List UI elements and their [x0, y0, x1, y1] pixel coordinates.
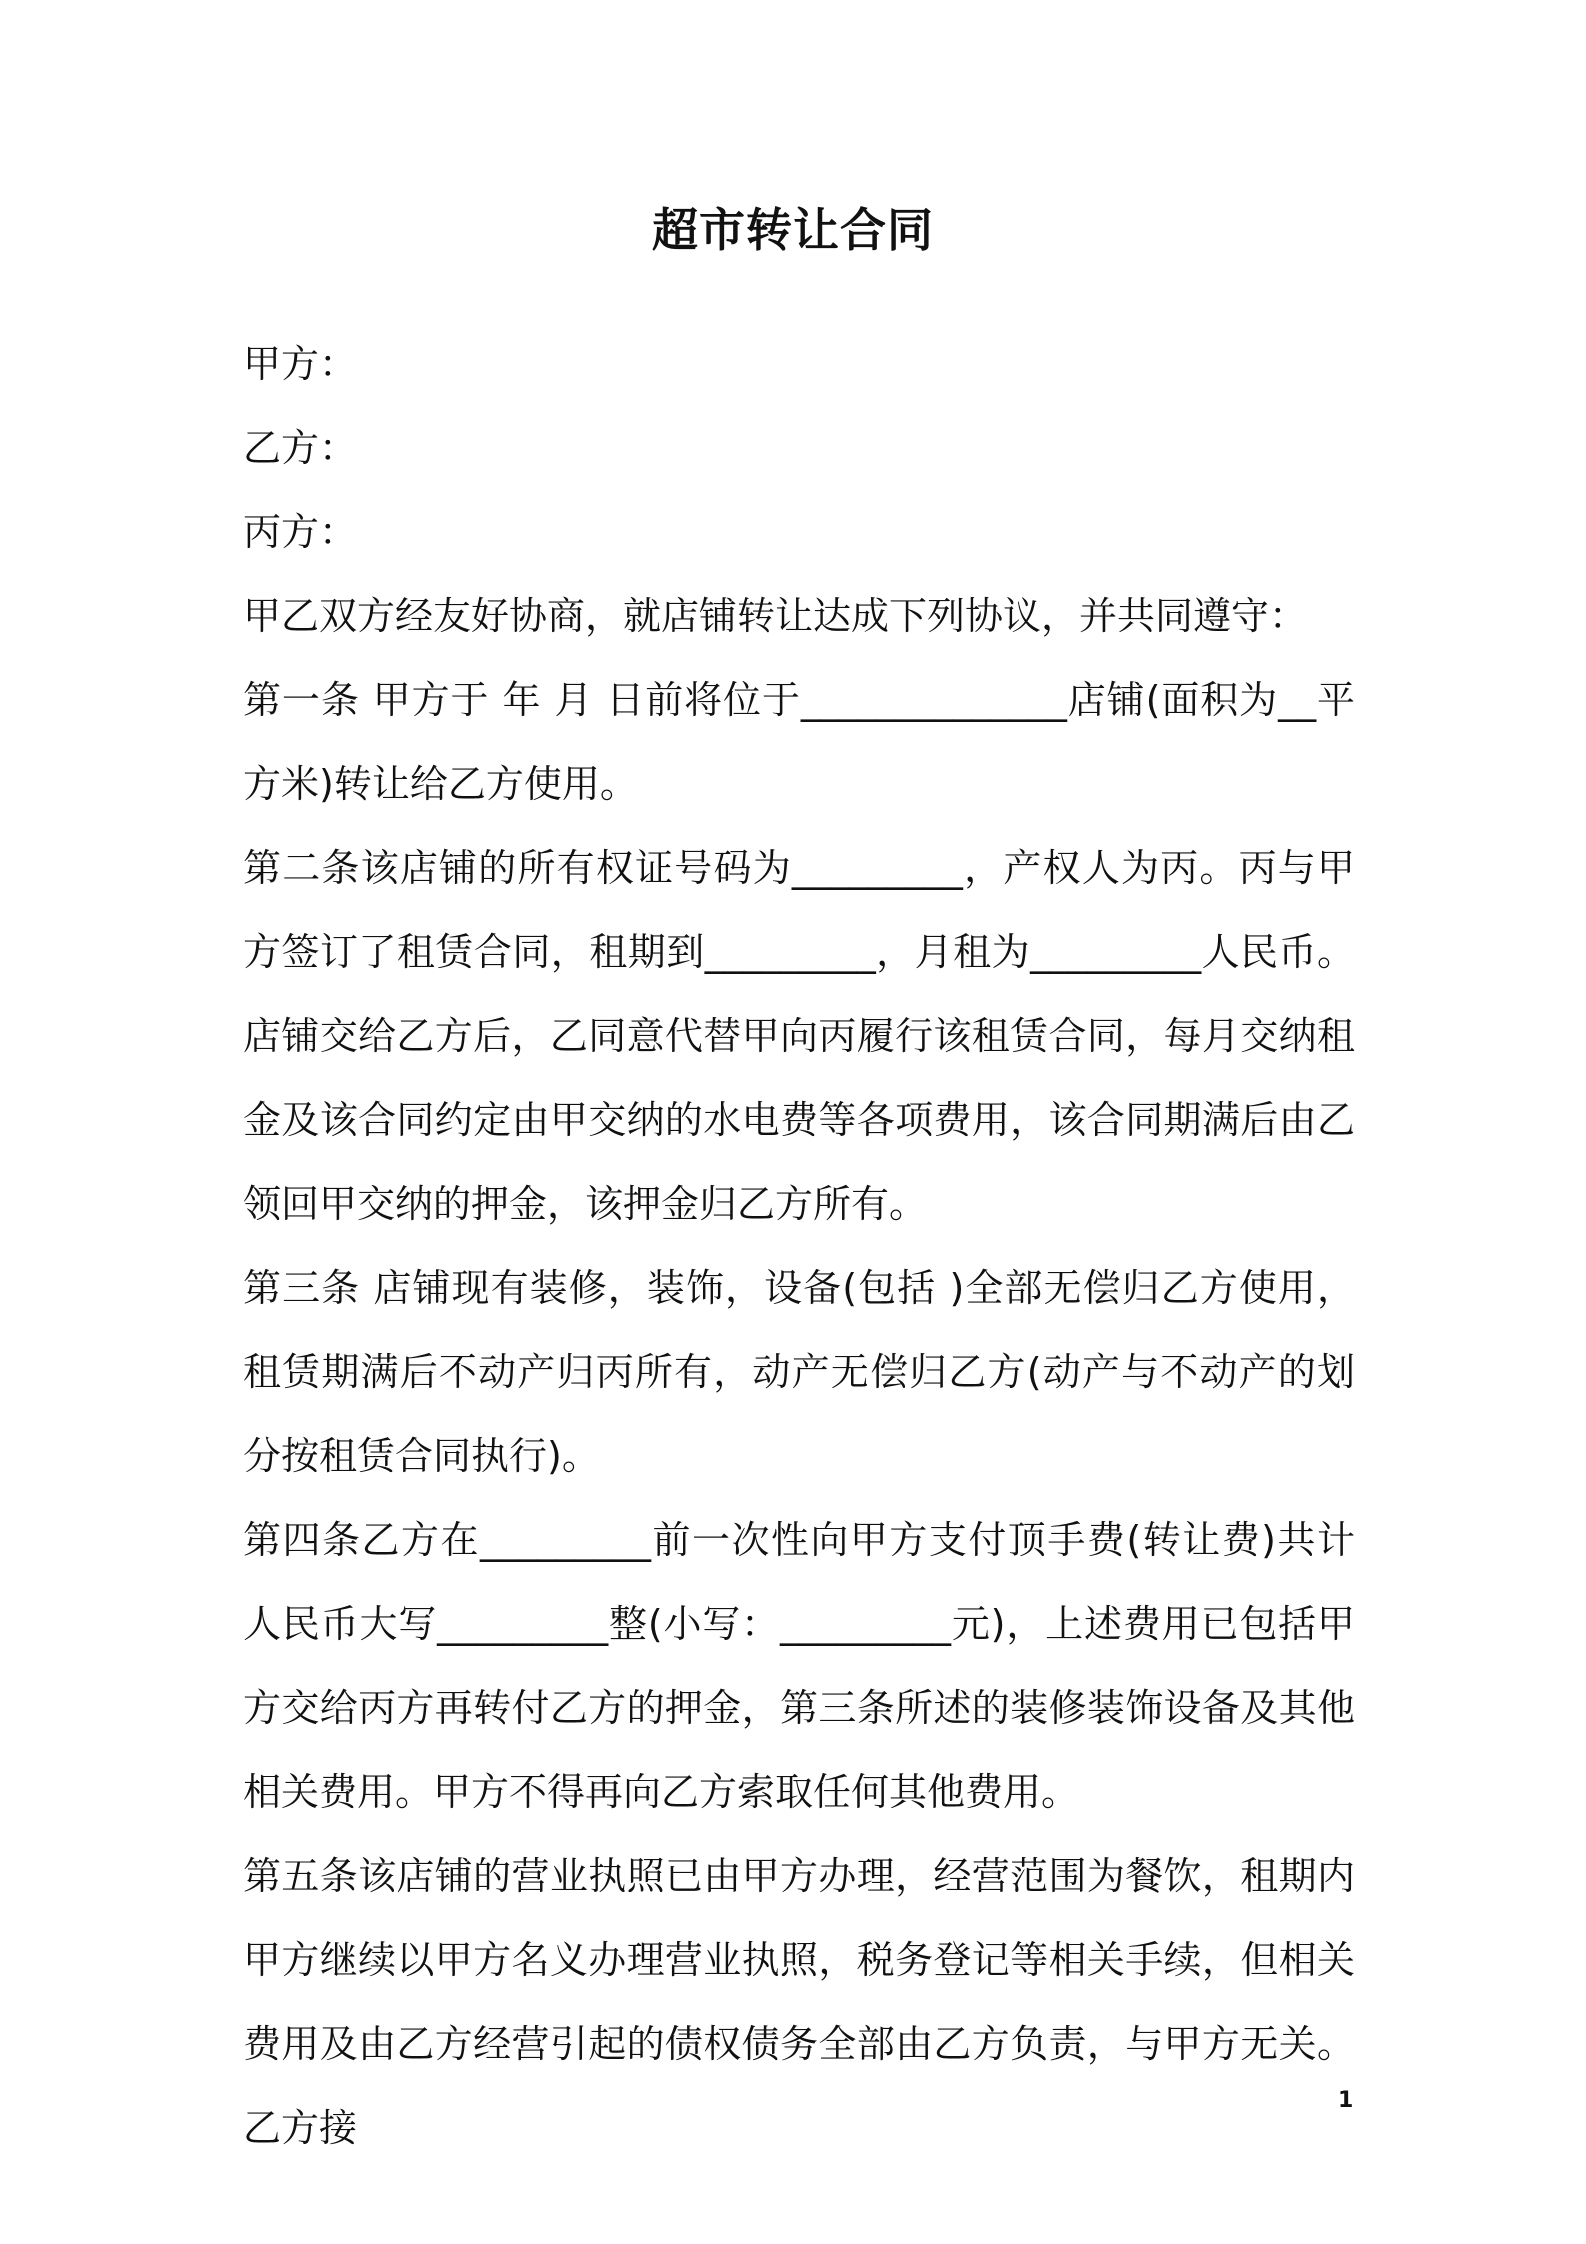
party-a-line: 甲方：: [243, 342, 358, 386]
article-5-paragraph: 第五条该店铺的营业执照已由甲方办理，经营范围为餐饮，租期内甲方继续以甲方名义办理营业执照，税务登记等相关手续，但相关费用及由乙方经营引起的债权债务全部由乙方负责，与甲方无关。乙方接: [243, 1854, 1355, 2150]
article-1-paragraph: 第一条 甲方于 年 月 日前将位于______________店铺(面积为__平方米)转让给乙方使用。: [243, 678, 1355, 806]
article-4-paragraph: 第四条乙方在_________前一次性向甲方支付顶手费(转让费)共计人民币大写_________整(小写：_________元)，上述费用已包括甲方交给丙方再转付乙方的押金，第三条所述的装修装饰设备及其他相关费用。甲方不得再向乙方索取任何其他费用。: [243, 1518, 1355, 1814]
page-number: 1: [1338, 2088, 1354, 2113]
party-c-line: 丙方：: [243, 510, 358, 554]
article-2-paragraph: 第二条该店铺的所有权证号码为_________，产权人为丙。丙与甲方签订了租赁合同，租期到_________，月租为_________人民币。店铺交给乙方后，乙同意代替甲向丙履行该租赁合同，每月交纳租金及该合同约定由甲交纳的水电费等各项费用，该合同期满后由乙领回甲交纳的押金，该押金归乙方所有。: [243, 846, 1355, 1226]
party-b-line: 乙方：: [243, 426, 358, 470]
document-body: [243, 322, 1355, 2170]
preamble-paragraph: 甲乙双方经友好协商，就店铺转让达成下列协议，并共同遵守：: [243, 594, 1308, 638]
article-3-paragraph: 第三条 店铺现有装修，装饰，设备(包括 )全部无偿归乙方使用，租赁期满后不动产归丙所有，动产无偿归乙方(动产与不动产的划分按租赁合同执行)。: [243, 1266, 1355, 1478]
document-title: 超市转让合同: [652, 203, 934, 257]
